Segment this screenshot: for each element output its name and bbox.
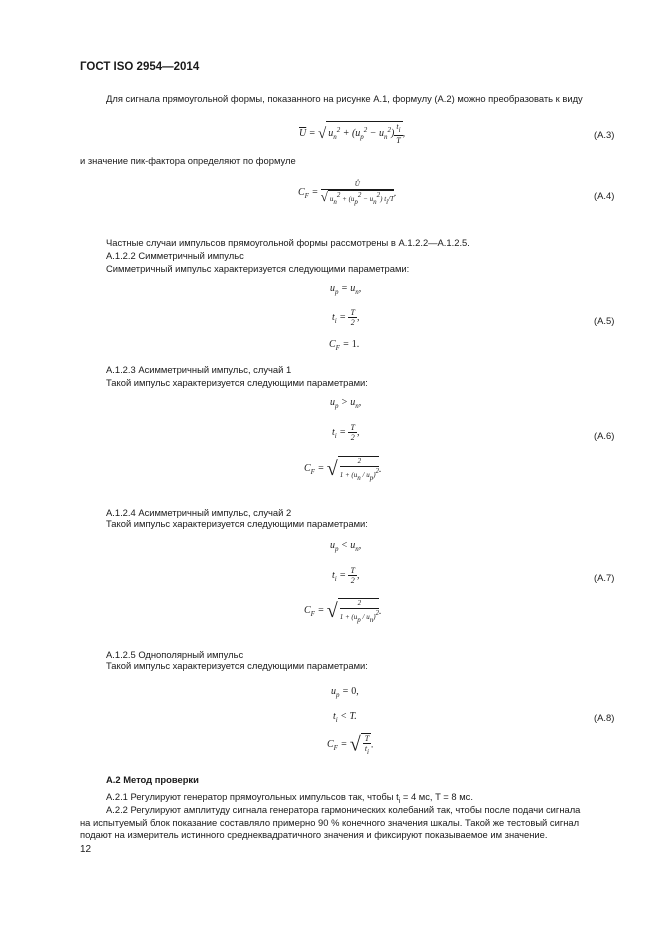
equation-a3: $\overline{U}$ = √ $u_n^2 + (u_p^2 - u_n^2)$ $\frac{ti}{T}$ , — [299, 122, 406, 145]
paragraph-a22-line2: на испытуемый блок показание составляло примерно 90 % конечного значения шкалы. Такой же тестовый сигнал — [80, 817, 580, 828]
page-number: 12 — [80, 844, 92, 855]
equation-a8-line1: $u_p = 0$, — [331, 686, 359, 699]
paragraph-intro: Для сигнала прямоугольной формы, показанного на рисунке А.1, формулу (А.2) можно преобразовать к виду — [106, 93, 583, 104]
paragraph-a22-line3: подают на измеритель истинного среднеквадратичного значения и фиксируют показываемое им значение. — [80, 829, 548, 840]
equation-number-a5: (А.5) — [594, 315, 615, 326]
paragraph-a21-text: А.2.1 Регулируют генератор прямоугольных импульсов так, чтобы t — [106, 791, 399, 802]
equation-a5-line3: $C_F = 1$. — [329, 339, 360, 352]
equation-a6-line2: $t_i$ = $\frac{T}{2}$ , — [332, 423, 360, 442]
paragraph-asym2: Такой импульс характеризуется следующими параметрами: — [106, 518, 368, 529]
heading-a125: А.1.2.5 Однополярный импульс — [106, 649, 244, 660]
equation-number-a7: (А.7) — [594, 572, 615, 583]
document-header: ГОСТ ISO 2954—2014 — [80, 61, 200, 73]
paragraph-symmetric: Симметричный импульс характеризуется следующими параметрами: — [106, 263, 410, 274]
equation-number-a6: (А.6) — [594, 430, 615, 441]
paragraph-special-cases: Частные случаи импульсов прямоугольной формы рассмотрены в А.1.2.2—А.1.2.5. — [106, 237, 470, 248]
paragraph-asym1: Такой импульс характеризуется следующими параметрами: — [106, 377, 368, 388]
equation-a4: $C_F$ = $\frac{Û}{√ un2 + (up2 - un2) ti/T}$ . — [298, 180, 397, 206]
equation-a7-line3: $C_F$ = √ $\frac{2}{1 + (up / un)2}$ . — [304, 599, 382, 624]
equation-a5-line2: $t_i$ = $\frac{T}{2}$ , — [332, 308, 360, 327]
equation-a7-line1: $u_p < u_n$, — [330, 540, 362, 553]
heading-a123: А.1.2.3 Асимметричный импульс, случай 1 — [106, 364, 292, 375]
section-a2-heading: А.2 Метод проверки — [106, 774, 199, 785]
paragraph-a21-rest: = 4 мс, T = 8 мс. — [400, 791, 473, 802]
paragraph-a21-sub: i — [398, 798, 401, 805]
heading-a122: А.1.2.2 Симметричный импульс — [106, 250, 244, 261]
heading-a124: А.1.2.4 Асимметричный импульс, случай 2 — [106, 507, 292, 518]
equation-a5-line1: $u_p = u_n$, — [330, 283, 362, 296]
equation-number-a4: (А.4) — [594, 190, 615, 201]
equation-number-a8: (А.8) — [594, 712, 615, 723]
paragraph-unipolar: Такой импульс характеризуется следующими параметрами: — [106, 660, 368, 671]
equation-a8-line2: $t_i < T$. — [333, 711, 357, 724]
paragraph-a22-line1: А.2.2 Регулируют амплитуду сигнала генератора гармонических колебаний так, чтобы после подачи сигнала — [106, 804, 581, 815]
equation-a8-line3: $C_F$ = √ $\frac{T}{ti}$ . — [327, 733, 374, 756]
equation-a6-line1: $u_p > u_n$, — [330, 397, 362, 410]
equation-a6-line3: $C_F$ = √ $\frac{2}{1 + (un / up)2}$ . — [304, 457, 382, 482]
equation-number-a3: (А.3) — [594, 129, 615, 140]
equation-a7-line2: $t_i$ = $\frac{T}{2}$ , — [332, 566, 360, 585]
paragraph-peak-factor: и значение пик-фактора определяют по формуле — [80, 155, 296, 166]
